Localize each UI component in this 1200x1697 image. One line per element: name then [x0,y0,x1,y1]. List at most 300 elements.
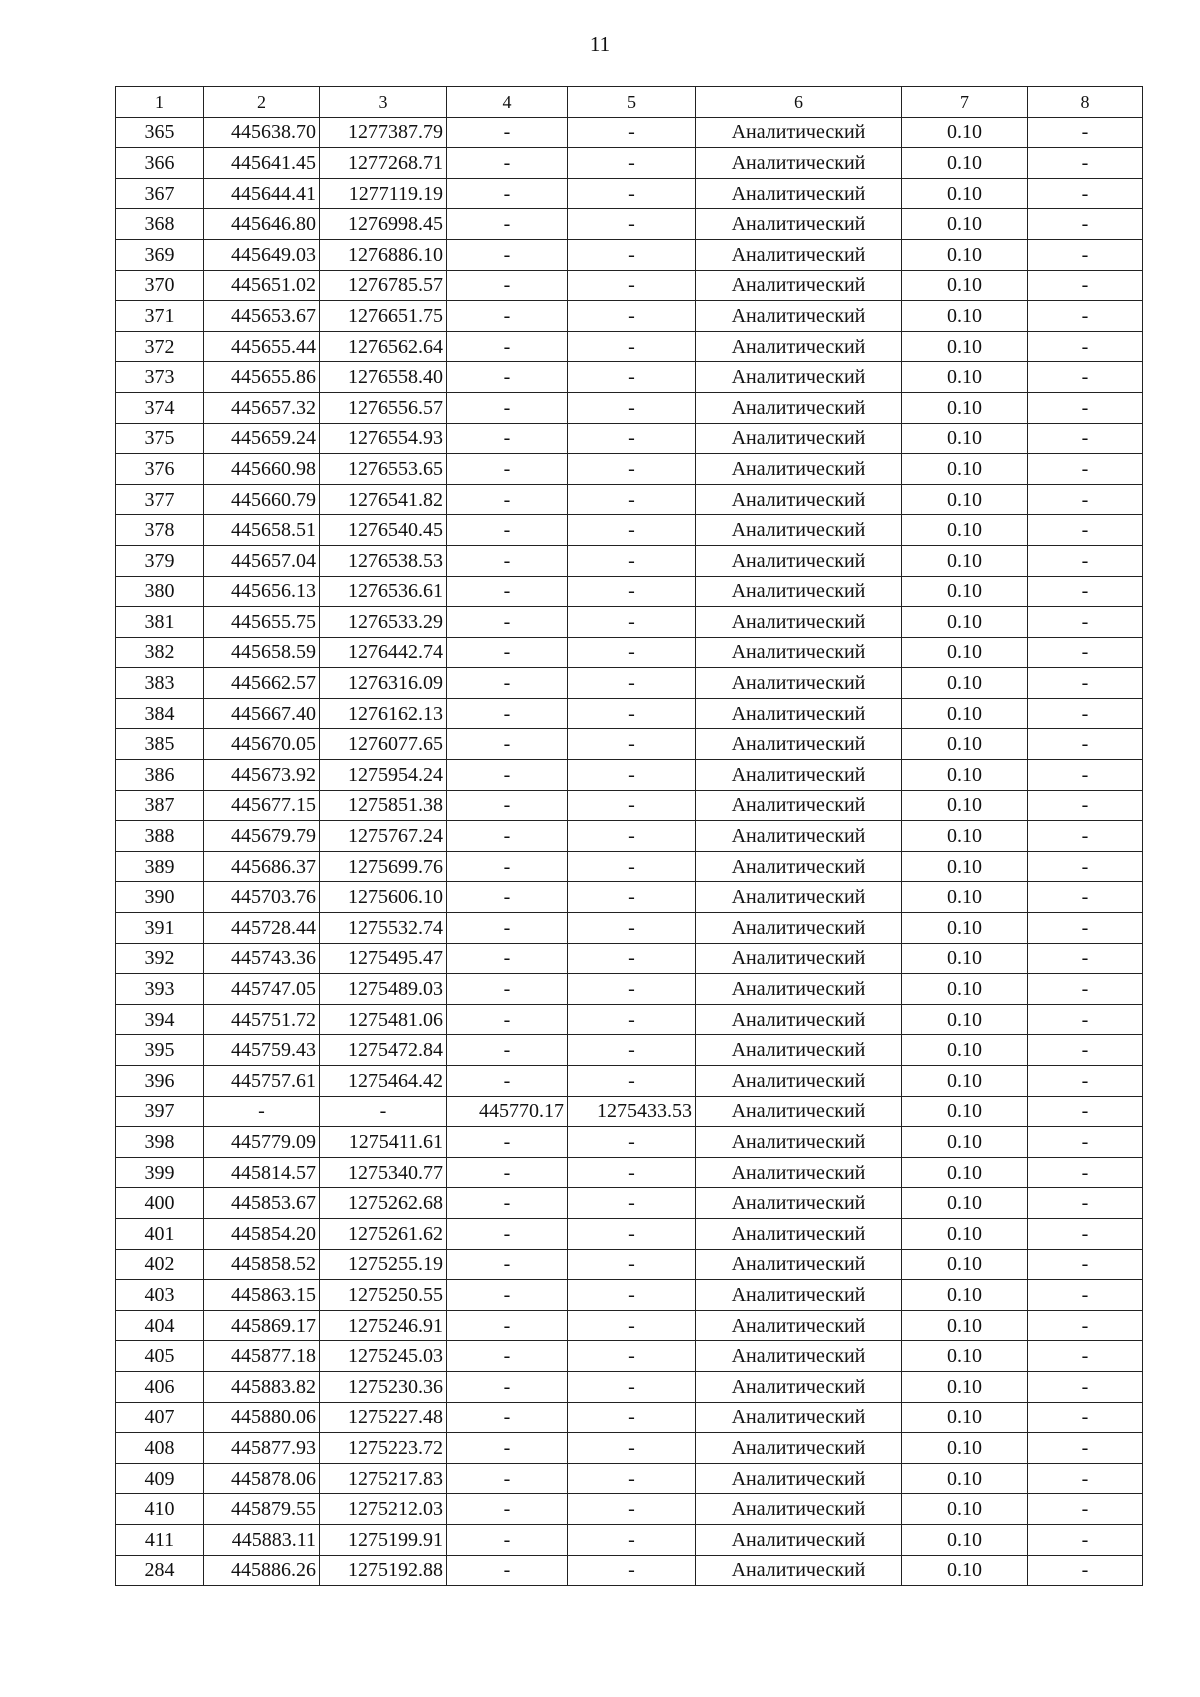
table-cell-col-8: - [1028,1280,1143,1311]
table-cell-col-8: - [1028,1371,1143,1402]
table-cell-col-6: Аналитический [696,1188,902,1219]
table-cell-col-7: 0.10 [902,790,1028,821]
table-cell-col-3: 1275411.61 [320,1127,447,1158]
column-header-4: 4 [447,87,568,118]
table-cell-col-8: - [1028,576,1143,607]
table-cell-col-2: 445877.18 [204,1341,320,1372]
table-cell-col-4: - [447,1127,568,1158]
table-cell-col-7: 0.10 [902,913,1028,944]
table-cell-col-4: - [447,362,568,393]
table-cell-col-1: 398 [116,1127,204,1158]
table-cell-col-2: 445853.67 [204,1188,320,1219]
table-cell-col-3: 1276077.65 [320,729,447,760]
table-cell-col-4: - [447,668,568,699]
table-cell-col-5: - [568,576,696,607]
table-cell-col-3: 1275217.83 [320,1463,447,1494]
table-cell-col-4: - [447,1249,568,1280]
table-cell-col-4: - [447,1035,568,1066]
table-cell-col-7: 0.10 [902,882,1028,913]
column-header-6: 6 [696,87,902,118]
table-cell-col-3: - [320,1096,447,1127]
table-cell-col-4: - [447,270,568,301]
table-cell-col-2: 445659.24 [204,423,320,454]
table-cell-col-8: - [1028,729,1143,760]
table-row [116,1494,1143,1525]
table-cell-col-5: - [568,1341,696,1372]
table-cell-col-7: 0.10 [902,851,1028,882]
table-cell-col-5: - [568,392,696,423]
table-cell-col-1: 372 [116,331,204,362]
table-cell-col-6: Аналитический [696,882,902,913]
table-cell-col-2: 445655.75 [204,607,320,638]
table-cell-col-2: 445863.15 [204,1280,320,1311]
table-cell-col-7: 0.10 [902,270,1028,301]
table-row [116,1371,1143,1402]
table-cell-col-7: 0.10 [902,1004,1028,1035]
table-cell-col-4: - [447,821,568,852]
table-cell-col-7: 0.10 [902,668,1028,699]
table-cell-col-7: 0.10 [902,1127,1028,1158]
table-cell-col-2: 445662.57 [204,668,320,699]
table-cell-col-7: 0.10 [902,178,1028,209]
table-cell-col-8: - [1028,1494,1143,1525]
table-cell-col-2: 445759.43 [204,1035,320,1066]
table-cell-col-2: 445657.04 [204,545,320,576]
table-cell-col-8: - [1028,1433,1143,1464]
table-cell-col-6: Аналитический [696,607,902,638]
table-row [116,576,1143,607]
table-cell-col-3: 1277387.79 [320,117,447,148]
table-cell-col-8: - [1028,698,1143,729]
table-cell-col-7: 0.10 [902,362,1028,393]
table-cell-col-3: 1275606.10 [320,882,447,913]
table-cell-col-6: Аналитический [696,1066,902,1097]
table-cell-col-6: Аналитический [696,637,902,668]
table-cell-col-3: 1276553.65 [320,454,447,485]
table-cell-col-4: - [447,423,568,454]
table-cell-col-7: 0.10 [902,1035,1028,1066]
table-cell-col-5: - [568,270,696,301]
table-cell-col-7: 0.10 [902,760,1028,791]
table-cell-col-7: 0.10 [902,148,1028,179]
column-header-5: 5 [568,87,696,118]
table-cell-col-1: 402 [116,1249,204,1280]
table-cell-col-1: 389 [116,851,204,882]
table-cell-col-8: - [1028,545,1143,576]
table-cell-col-7: 0.10 [902,943,1028,974]
table-cell-col-7: 0.10 [902,1218,1028,1249]
table-cell-col-6: Аналитический [696,576,902,607]
table-cell-col-3: 1275262.68 [320,1188,447,1219]
column-header-7: 7 [902,87,1028,118]
table-cell-col-1: 377 [116,484,204,515]
table-cell-col-3: 1276316.09 [320,668,447,699]
column-header-2: 2 [204,87,320,118]
table-cell-col-6: Аналитический [696,423,902,454]
table-cell-col-4: - [447,301,568,332]
table-cell-col-2: 445743.36 [204,943,320,974]
table-cell-col-7: 0.10 [902,117,1028,148]
table-cell-col-3: 1275489.03 [320,974,447,1005]
table-cell-col-4: - [447,1004,568,1035]
table-cell-col-5: - [568,1249,696,1280]
table-cell-col-3: 1275954.24 [320,760,447,791]
table-cell-col-1: 392 [116,943,204,974]
table-cell-col-8: - [1028,1463,1143,1494]
table-cell-col-4: - [447,1280,568,1311]
table-cell-col-5: - [568,1494,696,1525]
table-cell-col-8: - [1028,1555,1143,1586]
table-cell-col-6: Аналитический [696,913,902,944]
table-cell-col-1: 370 [116,270,204,301]
table-cell-col-1: 394 [116,1004,204,1035]
table-cell-col-5: - [568,1127,696,1158]
table-cell-col-5: - [568,515,696,546]
table-cell-col-1: 380 [116,576,204,607]
table-cell-col-4: - [447,1371,568,1402]
table-cell-col-6: Аналитический [696,362,902,393]
table-cell-col-2: 445679.79 [204,821,320,852]
table-cell-col-1: 403 [116,1280,204,1311]
table-cell-col-2: 445644.41 [204,178,320,209]
table-cell-col-1: 396 [116,1066,204,1097]
table-cell-col-5: - [568,974,696,1005]
table-cell-col-7: 0.10 [902,1249,1028,1280]
table-cell-col-2: 445879.55 [204,1494,320,1525]
table-row [116,1127,1143,1158]
table-cell-col-8: - [1028,821,1143,852]
table-cell-col-3: 1276886.10 [320,239,447,270]
table-cell-col-1: 397 [116,1096,204,1127]
table-cell-col-3: 1275212.03 [320,1494,447,1525]
table-cell-col-1: 378 [116,515,204,546]
table-row [116,637,1143,668]
table-cell-col-6: Аналитический [696,331,902,362]
table-cell-col-6: Аналитический [696,821,902,852]
column-header-8: 8 [1028,87,1143,118]
table-cell-col-4: - [447,729,568,760]
table-row [116,1188,1143,1219]
table-row [116,1433,1143,1464]
table-cell-col-8: - [1028,270,1143,301]
table-cell-col-5: - [568,148,696,179]
table-cell-col-4: - [447,178,568,209]
table-cell-col-7: 0.10 [902,698,1028,729]
table-cell-col-5: - [568,607,696,638]
table-cell-col-2: 445728.44 [204,913,320,944]
table-row [116,331,1143,362]
table-cell-col-4: - [447,1341,568,1372]
table-cell-col-7: 0.10 [902,331,1028,362]
table-cell-col-3: 1276998.45 [320,209,447,240]
table-cell-col-4: - [447,392,568,423]
table-cell-col-7: 0.10 [902,821,1028,852]
table-cell-col-8: - [1028,974,1143,1005]
table-cell-col-3: 1275340.77 [320,1157,447,1188]
table-row [116,270,1143,301]
table-cell-col-3: 1277268.71 [320,148,447,179]
table-cell-col-5: 1275433.53 [568,1096,696,1127]
table-cell-col-1: 408 [116,1433,204,1464]
table-cell-col-3: 1275261.62 [320,1218,447,1249]
table-cell-col-8: - [1028,1524,1143,1555]
table-cell-col-2: 445651.02 [204,270,320,301]
table-cell-col-2: 445655.86 [204,362,320,393]
table-row [116,454,1143,485]
table-cell-col-2: 445877.93 [204,1433,320,1464]
table-cell-col-5: - [568,1035,696,1066]
table-cell-col-3: 1275532.74 [320,913,447,944]
table-cell-col-7: 0.10 [902,1157,1028,1188]
table-cell-col-6: Аналитический [696,392,902,423]
table-cell-col-4: - [447,239,568,270]
table-cell-col-1: 409 [116,1463,204,1494]
table-cell-col-4: - [447,1494,568,1525]
table-row [116,882,1143,913]
table-cell-col-1: 384 [116,698,204,729]
table-cell-col-8: - [1028,362,1143,393]
table-cell-col-2: 445886.26 [204,1555,320,1586]
table-cell-col-7: 0.10 [902,239,1028,270]
table-cell-col-7: 0.10 [902,637,1028,668]
table-cell-col-1: 386 [116,760,204,791]
table-cell-col-3: 1275250.55 [320,1280,447,1311]
table-cell-col-6: Аналитический [696,1433,902,1464]
table-cell-col-8: - [1028,1004,1143,1035]
table-cell-col-2: 445883.11 [204,1524,320,1555]
table-cell-col-6: Аналитический [696,515,902,546]
table-cell-col-5: - [568,913,696,944]
table-cell-col-5: - [568,423,696,454]
table-row [116,1463,1143,1494]
table-cell-col-5: - [568,760,696,791]
table-cell-col-2: 445880.06 [204,1402,320,1433]
table-cell-col-2: 445656.13 [204,576,320,607]
table-cell-col-4: - [447,1157,568,1188]
table-cell-col-1: 407 [116,1402,204,1433]
table-cell-col-3: 1275464.42 [320,1066,447,1097]
table-cell-col-2: 445878.06 [204,1463,320,1494]
table-cell-col-7: 0.10 [902,1524,1028,1555]
table-cell-col-8: - [1028,882,1143,913]
table-cell-col-7: 0.10 [902,1341,1028,1372]
table-cell-col-3: 1276554.93 [320,423,447,454]
table-cell-col-2: 445660.98 [204,454,320,485]
table-cell-col-4: - [447,545,568,576]
table-cell-col-7: 0.10 [902,607,1028,638]
table-cell-col-3: 1275472.84 [320,1035,447,1066]
table-cell-col-2: 445757.61 [204,1066,320,1097]
table-cell-col-4: - [447,607,568,638]
table-cell-col-2: 445649.03 [204,239,320,270]
table-cell-col-6: Аналитический [696,1555,902,1586]
table-row [116,515,1143,546]
table-cell-col-7: 0.10 [902,576,1028,607]
table-cell-col-6: Аналитический [696,1341,902,1372]
table-cell-col-7: 0.10 [902,1188,1028,1219]
table-cell-col-6: Аналитический [696,1035,902,1066]
table-cell-col-6: Аналитический [696,729,902,760]
table-row [116,760,1143,791]
table-cell-col-3: 1276540.45 [320,515,447,546]
table-cell-col-8: - [1028,637,1143,668]
table-cell-col-4: - [447,454,568,485]
table-cell-col-2: 445686.37 [204,851,320,882]
table-cell-col-1: 388 [116,821,204,852]
table-cell-col-1: 393 [116,974,204,1005]
table-cell-col-6: Аналитический [696,1004,902,1035]
table-cell-col-1: 376 [116,454,204,485]
table-cell-col-7: 0.10 [902,729,1028,760]
table-cell-col-2: 445869.17 [204,1310,320,1341]
table-cell-col-7: 0.10 [902,1494,1028,1525]
table-cell-col-1: 405 [116,1341,204,1372]
table-cell-col-6: Аналитический [696,1463,902,1494]
table-cell-col-1: 401 [116,1218,204,1249]
table-cell-col-4: - [447,1463,568,1494]
table-cell-col-1: 390 [116,882,204,913]
table-cell-col-2: 445638.70 [204,117,320,148]
table-cell-col-1: 404 [116,1310,204,1341]
table-cell-col-1: 410 [116,1494,204,1525]
table-cell-col-7: 0.10 [902,209,1028,240]
table-cell-col-6: Аналитический [696,790,902,821]
table-cell-col-6: Аналитический [696,454,902,485]
table-cell-col-8: - [1028,1341,1143,1372]
table-cell-col-6: Аналитический [696,209,902,240]
table-cell-col-3: 1275246.91 [320,1310,447,1341]
table-cell-col-7: 0.10 [902,1310,1028,1341]
table-cell-col-3: 1275255.19 [320,1249,447,1280]
table-row [116,668,1143,699]
table-cell-col-4: - [447,515,568,546]
table-row [116,729,1143,760]
table-cell-col-2: 445655.44 [204,331,320,362]
table-row [116,117,1143,148]
table-cell-col-5: - [568,1555,696,1586]
table-cell-col-2: 445751.72 [204,1004,320,1035]
table-cell-col-3: 1276533.29 [320,607,447,638]
table-cell-col-3: 1276558.40 [320,362,447,393]
table-cell-col-3: 1277119.19 [320,178,447,209]
table-cell-col-6: Аналитический [696,1402,902,1433]
table-cell-col-4: - [447,209,568,240]
table-cell-col-2: 445658.51 [204,515,320,546]
coordinates-table [115,86,1143,1586]
table-cell-col-1: 365 [116,117,204,148]
table-cell-col-1: 383 [116,668,204,699]
table-cell-col-6: Аналитический [696,1218,902,1249]
table-cell-col-2: 445677.15 [204,790,320,821]
table-cell-col-7: 0.10 [902,1096,1028,1127]
table-cell-col-5: - [568,637,696,668]
table-row [116,484,1143,515]
table-cell-col-7: 0.10 [902,515,1028,546]
table-cell-col-8: - [1028,1096,1143,1127]
table-cell-col-1: 385 [116,729,204,760]
table-cell-col-7: 0.10 [902,1280,1028,1311]
table-cell-col-1: 368 [116,209,204,240]
table-cell-col-5: - [568,1188,696,1219]
table-row [116,1341,1143,1372]
table-cell-col-5: - [568,1066,696,1097]
table-cell-col-5: - [568,1524,696,1555]
table-cell-col-1: 399 [116,1157,204,1188]
table-cell-col-4: - [447,760,568,791]
table-cell-col-8: - [1028,117,1143,148]
column-header-1: 1 [116,87,204,118]
table-cell-col-3: 1276162.13 [320,698,447,729]
table-cell-col-6: Аналитический [696,1157,902,1188]
table-cell-col-5: - [568,1402,696,1433]
table-cell-col-7: 0.10 [902,974,1028,1005]
table-cell-col-8: - [1028,913,1143,944]
table-cell-col-7: 0.10 [902,392,1028,423]
table-cell-col-1: 369 [116,239,204,270]
table-cell-col-4: - [447,943,568,974]
table-cell-col-5: - [568,209,696,240]
table-row [116,607,1143,638]
table-cell-col-4: - [447,117,568,148]
table-cell-col-5: - [568,1310,696,1341]
table-cell-col-4: - [447,1555,568,1586]
table-cell-col-2: 445814.57 [204,1157,320,1188]
table-cell-col-4: - [447,851,568,882]
table-cell-col-5: - [568,1463,696,1494]
table-cell-col-3: 1276562.64 [320,331,447,362]
table-cell-col-5: - [568,943,696,974]
table-row [116,821,1143,852]
table-cell-col-7: 0.10 [902,454,1028,485]
table-cell-col-7: 0.10 [902,1433,1028,1464]
table-cell-col-1: 374 [116,392,204,423]
table-row [116,1157,1143,1188]
table-row [116,362,1143,393]
table-cell-col-8: - [1028,515,1143,546]
table-cell-col-8: - [1028,178,1143,209]
table-row [116,1035,1143,1066]
table-cell-col-8: - [1028,331,1143,362]
table-cell-col-1: 400 [116,1188,204,1219]
table-cell-col-6: Аналитический [696,545,902,576]
table-cell-col-4: - [447,637,568,668]
table-cell-col-7: 0.10 [902,1555,1028,1586]
table-cell-col-8: - [1028,607,1143,638]
table-cell-col-2: 445653.67 [204,301,320,332]
table-cell-col-6: Аналитический [696,974,902,1005]
table-cell-col-5: - [568,1371,696,1402]
table-cell-col-5: - [568,178,696,209]
table-cell-col-1: 406 [116,1371,204,1402]
table-cell-col-8: - [1028,1127,1143,1158]
table-cell-col-7: 0.10 [902,301,1028,332]
table-cell-col-4: - [447,1188,568,1219]
table-cell-col-1: 284 [116,1555,204,1586]
table-cell-col-4: - [447,576,568,607]
table-row [116,209,1143,240]
table-cell-col-6: Аналитический [696,1494,902,1525]
table-cell-col-6: Аналитический [696,301,902,332]
table-cell-col-3: 1276442.74 [320,637,447,668]
table-cell-col-2: 445658.59 [204,637,320,668]
table-cell-col-3: 1275227.48 [320,1402,447,1433]
table-cell-col-8: - [1028,1402,1143,1433]
table-cell-col-7: 0.10 [902,1066,1028,1097]
table-cell-col-8: - [1028,790,1143,821]
table-row [116,1004,1143,1035]
table-row [116,1402,1143,1433]
table-cell-col-5: - [568,239,696,270]
